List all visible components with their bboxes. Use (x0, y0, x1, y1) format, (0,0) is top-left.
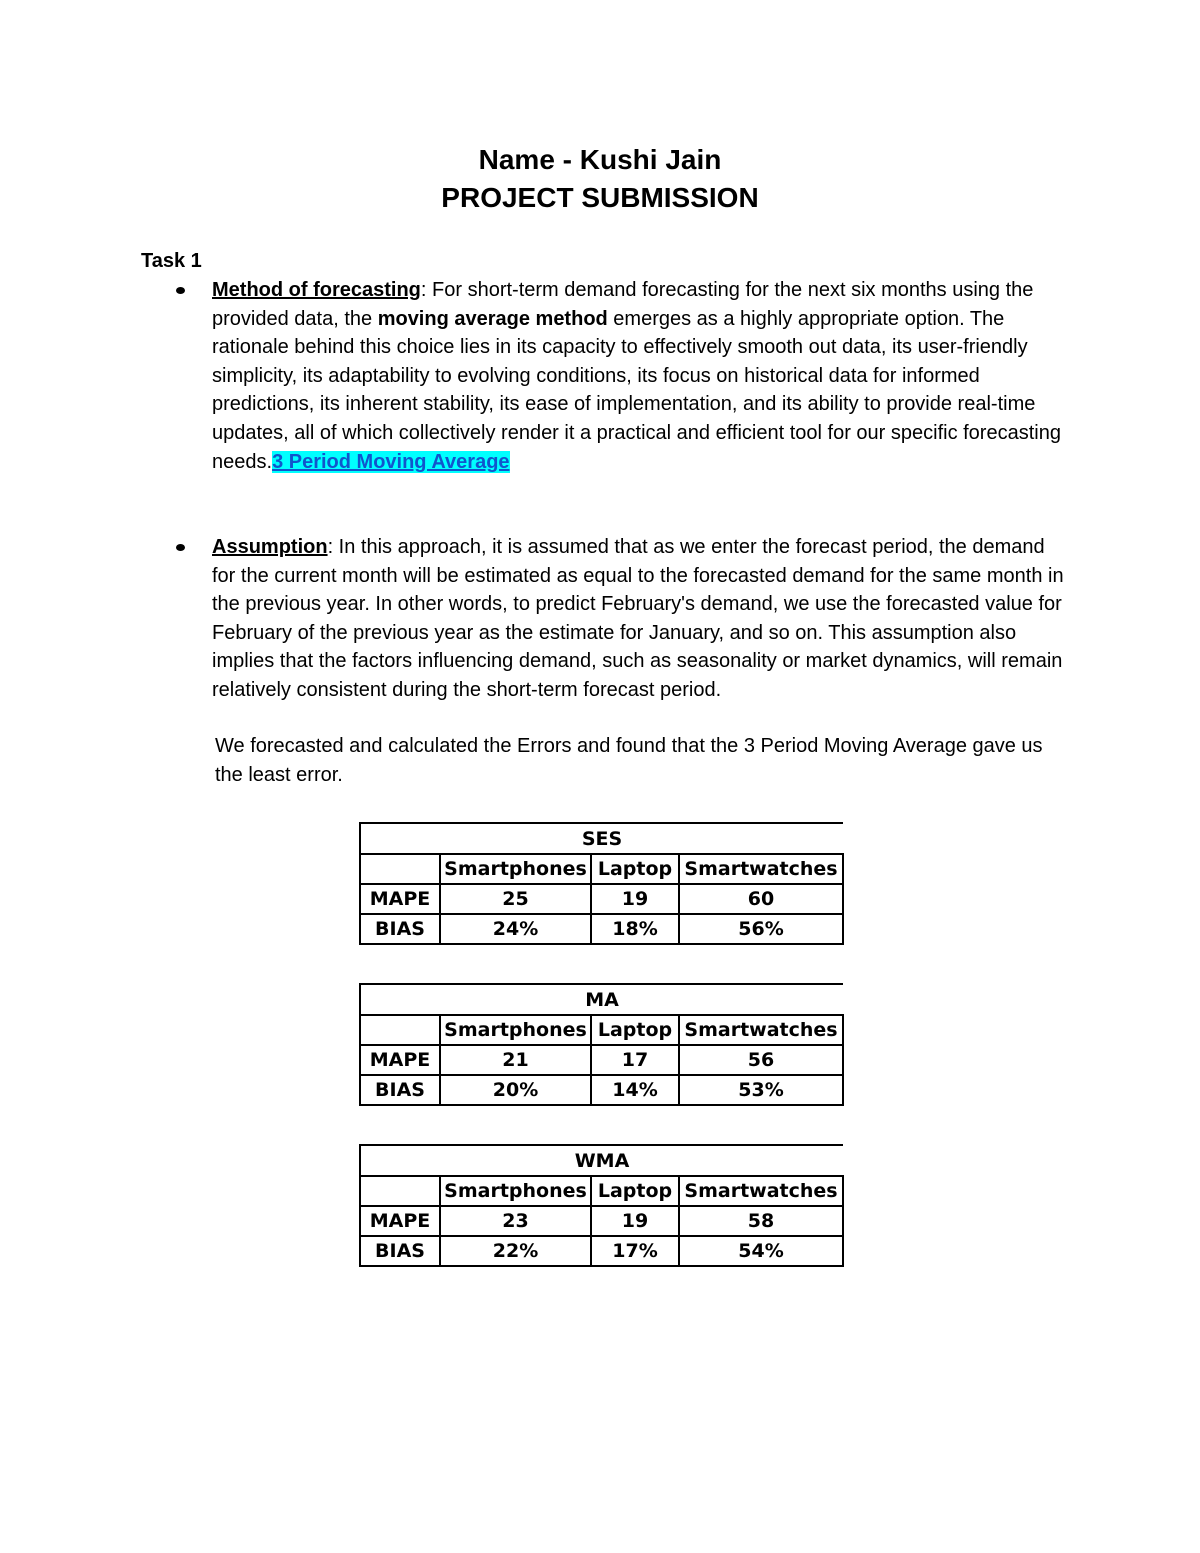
method-paragraph (212, 276, 1072, 476)
table-header-row (360, 854, 843, 884)
table-caption: MA (360, 984, 843, 1015)
header-cell: Smartphones (440, 854, 591, 884)
table-cell: 56 (679, 1045, 843, 1075)
table-cell: 20% (440, 1075, 591, 1105)
table-cell: 17% (591, 1236, 679, 1266)
header-cell (360, 854, 440, 884)
method-text-a: For short-term demand forecasting for the next six months using the provided data, the (212, 279, 1034, 330)
method-colon: : (420, 279, 427, 301)
table-cell: 60 (679, 884, 843, 914)
bullet-icon (176, 544, 185, 551)
table-header-row (360, 1176, 843, 1206)
row-label: BIAS (360, 1236, 440, 1266)
author-name: Name - Kushi Jain (478, 144, 722, 175)
header-cell (360, 1176, 440, 1206)
method-label: Method of forecasting (212, 279, 421, 301)
header-cell: Smartwatches (679, 1015, 843, 1045)
table-cell: 53% (679, 1075, 843, 1105)
assumption-label: Assumption (212, 536, 328, 558)
row-label: BIAS (360, 1075, 440, 1105)
table-cell: 17 (591, 1045, 679, 1075)
table-cell: 22% (440, 1236, 591, 1266)
wma-error-table (359, 1144, 844, 1267)
assumption-paragraph (212, 533, 1072, 705)
row-label: MAPE (360, 1206, 440, 1236)
table-caption: WMA (360, 1145, 843, 1176)
header-cell: Laptop (591, 1176, 679, 1206)
page-title: PROJECT SUBMISSION (441, 182, 759, 213)
row-label: MAPE (360, 1045, 440, 1075)
header-cell: Laptop (591, 1015, 679, 1045)
table-cell: 14% (591, 1075, 679, 1105)
header-cell: Smartwatches (679, 854, 843, 884)
assumption-colon: : (327, 536, 334, 558)
bullet-icon (176, 287, 185, 294)
table-cell: 21 (440, 1045, 591, 1075)
header-cell (360, 1015, 440, 1045)
table-cell: 58 (679, 1206, 843, 1236)
table-row (360, 1075, 843, 1105)
header-cell: Smartwatches (679, 1176, 843, 1206)
table-header-row (360, 1015, 843, 1045)
ma-error-table (359, 983, 844, 1106)
table-caption: SES (360, 823, 843, 854)
table-cell: 18% (591, 914, 679, 944)
task-heading: Task 1 (141, 250, 202, 272)
header-cell: Smartphones (440, 1176, 591, 1206)
table-cell: 23 (440, 1206, 591, 1236)
table-row (360, 1206, 843, 1236)
table-cell: 19 (591, 1206, 679, 1236)
method-text-b: emerges as a highly appropriate option. The rationale behind this choice lies in its capacity to effectively smooth out data, its user-friendly simplicity, its adaptability to evolving conditions, its focus on historical data for informed predictions, its inherent stability, its ease of implementation, and its ability to provide real-time updates, all of which collectively render it a practical and efficient tool for our specific forecasting needs. (212, 307, 1061, 473)
table-cell: 19 (591, 884, 679, 914)
table-cell: 25 (440, 884, 591, 914)
table-row (360, 914, 843, 944)
header-cell: Smartphones (440, 1015, 591, 1045)
highlighted-method-link[interactable]: 3 Period Moving Average (272, 450, 510, 473)
table-cell: 24% (440, 914, 591, 944)
method-bold-term: moving average method (377, 307, 608, 330)
table-row (360, 1045, 843, 1075)
table-cell: 56% (679, 914, 843, 944)
assumption-text: In this approach, it is assumed that as we enter the forecast period, the demand for the current month will be estimated as equal to the forecasted demand for the same month in the previous year. In other words, to predict February's demand, we use the forecasted value for February of the previous year as the estimate for January, and so on. This assumption also implies that the factors influencing demand, such as seasonality or market dynamics, will remain relatively consistent during the short-term forecast period. (212, 536, 1064, 701)
table-cell: 54% (679, 1236, 843, 1266)
table-row (360, 1236, 843, 1266)
ses-error-table (359, 822, 844, 945)
conclusion-paragraph: We forecasted and calculated the Errors and found that the 3 Period Moving Average gave us the least error. (215, 735, 1043, 786)
header-cell: Laptop (591, 854, 679, 884)
row-label: BIAS (360, 914, 440, 944)
table-row (360, 884, 843, 914)
row-label: MAPE (360, 884, 440, 914)
